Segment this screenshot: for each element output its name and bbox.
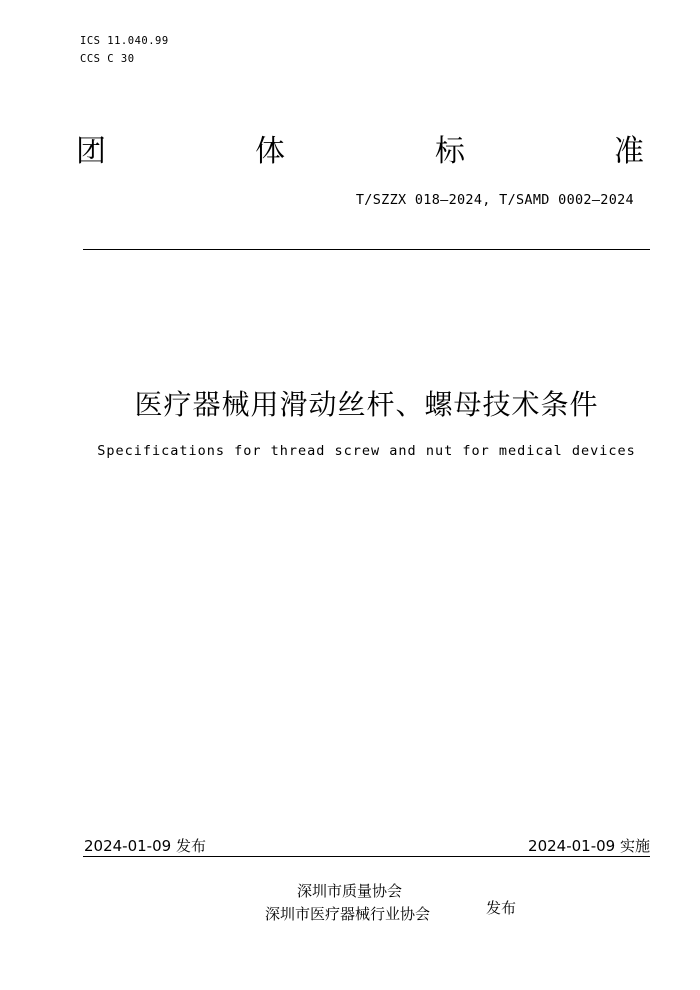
ccs-code: CCS C 30 bbox=[80, 53, 135, 65]
issue-action: 发布 bbox=[486, 899, 517, 917]
document-title-english: Specifications for thread screw and nut for medical devices bbox=[97, 443, 636, 459]
standard-type-char-4: 准 bbox=[614, 134, 644, 169]
standard-type-char-1: 团 bbox=[76, 134, 106, 169]
document-title-chinese: 医疗器械用滑动丝杆、螺母技术条件 bbox=[134, 388, 599, 421]
top-divider bbox=[83, 249, 650, 250]
ics-code: ICS 11.040.99 bbox=[80, 35, 169, 47]
standard-type-char-3: 标 bbox=[435, 134, 465, 169]
issuer-org-2: 深圳市医疗器械行业协会 bbox=[265, 905, 431, 923]
bottom-divider bbox=[83, 856, 650, 857]
standard-type-char-2: 体 bbox=[255, 134, 285, 169]
standard-number: T/SZZX 018—2024, T/SAMD 0002—2024 bbox=[355, 192, 634, 208]
implement-date: 2024-01-09 实施 bbox=[528, 837, 650, 855]
issuer-org-1: 深圳市质量协会 bbox=[297, 882, 403, 900]
publish-date: 2024-01-09 发布 bbox=[84, 837, 206, 855]
